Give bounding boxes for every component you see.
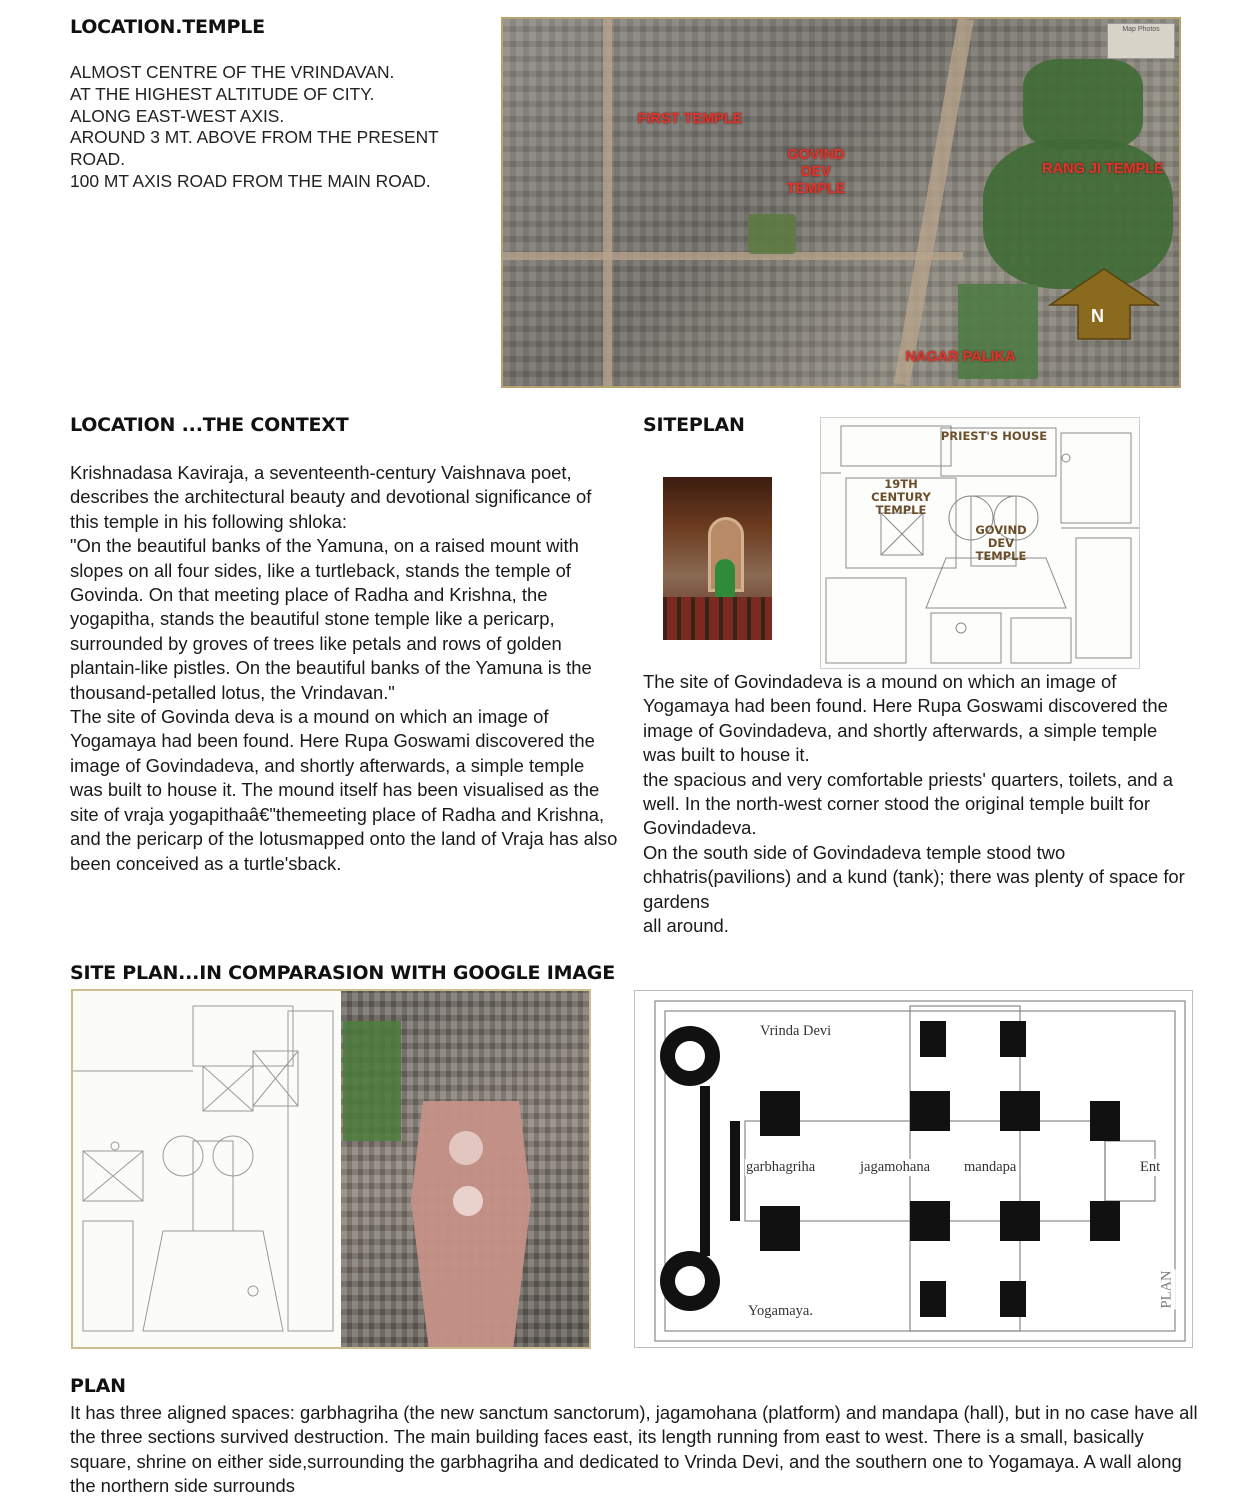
paragraph: all around. <box>643 915 729 937</box>
dome <box>453 1186 483 1216</box>
heading-siteplan: SITEPLAN <box>643 414 745 436</box>
comparison-image <box>71 989 591 1349</box>
grass-area <box>343 1021 401 1141</box>
trees <box>1023 59 1143 149</box>
door <box>715 559 735 597</box>
paragraph: the spacious and very comfortable priests' quarters, toilets, and a well. In the north-west corner stood the original temple built for Govindadeva. <box>643 768 1173 839</box>
label-jagamohana: jagamohana <box>860 1159 931 1175</box>
road <box>503 252 963 260</box>
location-temple-list <box>70 62 490 193</box>
list-item: 100 MT AXIS ROAD FROM THE MAIN ROAD. <box>70 170 431 191</box>
temple-photo <box>663 477 772 640</box>
plan-text: It has three aligned spaces: garbhagriha (the new sanctum sanctorum), jagamohana (platform) and mandapa (hall), but in no case have all the three sections survived destruction. The main building faces east, its length running from east to west. There is a small, basically square, shrine on either side,surrounding the garbhagriha and dedicated to Vrinda Devi, and the southern one to Yogamaya. A wall along the northern side surrounds <box>70 1402 1198 1497</box>
heading-location-temple: LOCATION.TEMPLE <box>70 16 265 38</box>
paragraph: The site of Govinda deva is a mound on which an image of Yogamaya had been found. Here Rupa Goswami discovered the image of Govindadeva, and shortly afterwards, a simple temple was built to house it. The mound itself has been visualised as the site of vraja yogapithaâ€"themeeting place of Radha and Krishna, and the pericarp of the lotusmapped onto the land of Vraja has also been conceived as a turtle'sback. <box>70 706 618 874</box>
paragraph: The site of Govindadeva is a mound on which an image of Yogamaya had been found. Here Rupa Goswami discovered the image of Govindadeva, and shortly afterwards, a simple temple was built to house it. <box>643 671 1168 766</box>
courtyard <box>748 214 796 254</box>
north-arrow-icon <box>1048 267 1160 341</box>
label-mandapa: mandapa <box>964 1159 1017 1175</box>
list-item: ALMOST CENTRE OF THE VRINDAVAN. <box>70 62 395 82</box>
list-item: AT THE HIGHEST ALTITUDE OF CITY. <box>70 83 375 104</box>
aerial-map-image <box>501 17 1181 388</box>
dome <box>449 1131 483 1165</box>
map-type-control[interactable]: Map Photos <box>1107 23 1175 59</box>
context-text <box>70 461 618 876</box>
siteplan-drawing <box>820 417 1140 669</box>
north-label: N <box>1091 306 1104 326</box>
label-govind-dev-temple: GOVIND DEV TEMPLE <box>786 147 846 197</box>
paragraph: Krishnadasa Kaviraja, a seventeenth-century Vaishnava poet, describes the architectural beauty and devotional significance of this temple in his following shloka: <box>70 462 592 532</box>
label-nagar-palika: NAGAR PALIKA <box>905 349 1016 365</box>
heading-location-context: LOCATION ...THE CONTEXT <box>70 414 349 436</box>
plan-drawing <box>634 990 1193 1348</box>
label-19th-century-temple: 19TH CENTURY TEMPLE <box>871 477 931 517</box>
paragraph: On the south side of Govindadeva temple stood two chhatris(pavilions) and a kund (tank); there was plenty of space for gardens <box>643 841 1185 912</box>
label-rang-ji-temple: RANG JI TEMPLE <box>1042 161 1164 177</box>
paragraph: "On the beautiful banks of the Yamuna, on a raised mount with slopes on all four sides, like a turtleback, stands the temple of Govinda. On that meeting place of Radha and Krishna, the yogapitha, stands the beautiful stone temple like a pericarp, surrounded by groves of trees like petals and rows of golden plantain-like pistles. On the beautiful banks of the Yamuna is the thousand-petalled lotus, the Vrindavan." <box>70 535 592 703</box>
railing <box>663 597 772 640</box>
label-priests-house: PRIEST'S HOUSE <box>940 429 1048 443</box>
siteplan-text <box>643 670 1191 938</box>
label-vrinda-devi: Vrinda Devi <box>760 1023 832 1039</box>
google-aerial-image <box>341 991 591 1349</box>
label-yogamaya: Yogamaya. <box>748 1303 813 1319</box>
road <box>603 19 612 388</box>
list-item: AROUND 3 MT. ABOVE FROM THE PRESENT <box>70 127 439 148</box>
list-item: ALONG EAST-WEST AXIS. <box>70 105 285 126</box>
label-govind-dev-temple: GOVIND DEV TEMPLE <box>975 523 1027 563</box>
list-item: ROAD. <box>70 149 126 170</box>
label-plan-tag: PLAN <box>1158 1270 1175 1309</box>
heading-comparison: SITE PLAN...IN COMPARASION WITH GOOGLE IMAGE <box>70 962 615 984</box>
label-garbhagriha: garbhagriha <box>746 1159 816 1175</box>
comparison-plan-lines <box>73 991 341 1349</box>
label-first-temple: FIRST TEMPLE <box>637 111 743 127</box>
heading-plan: PLAN <box>70 1375 126 1397</box>
label-entrance: Ent <box>1140 1159 1161 1175</box>
